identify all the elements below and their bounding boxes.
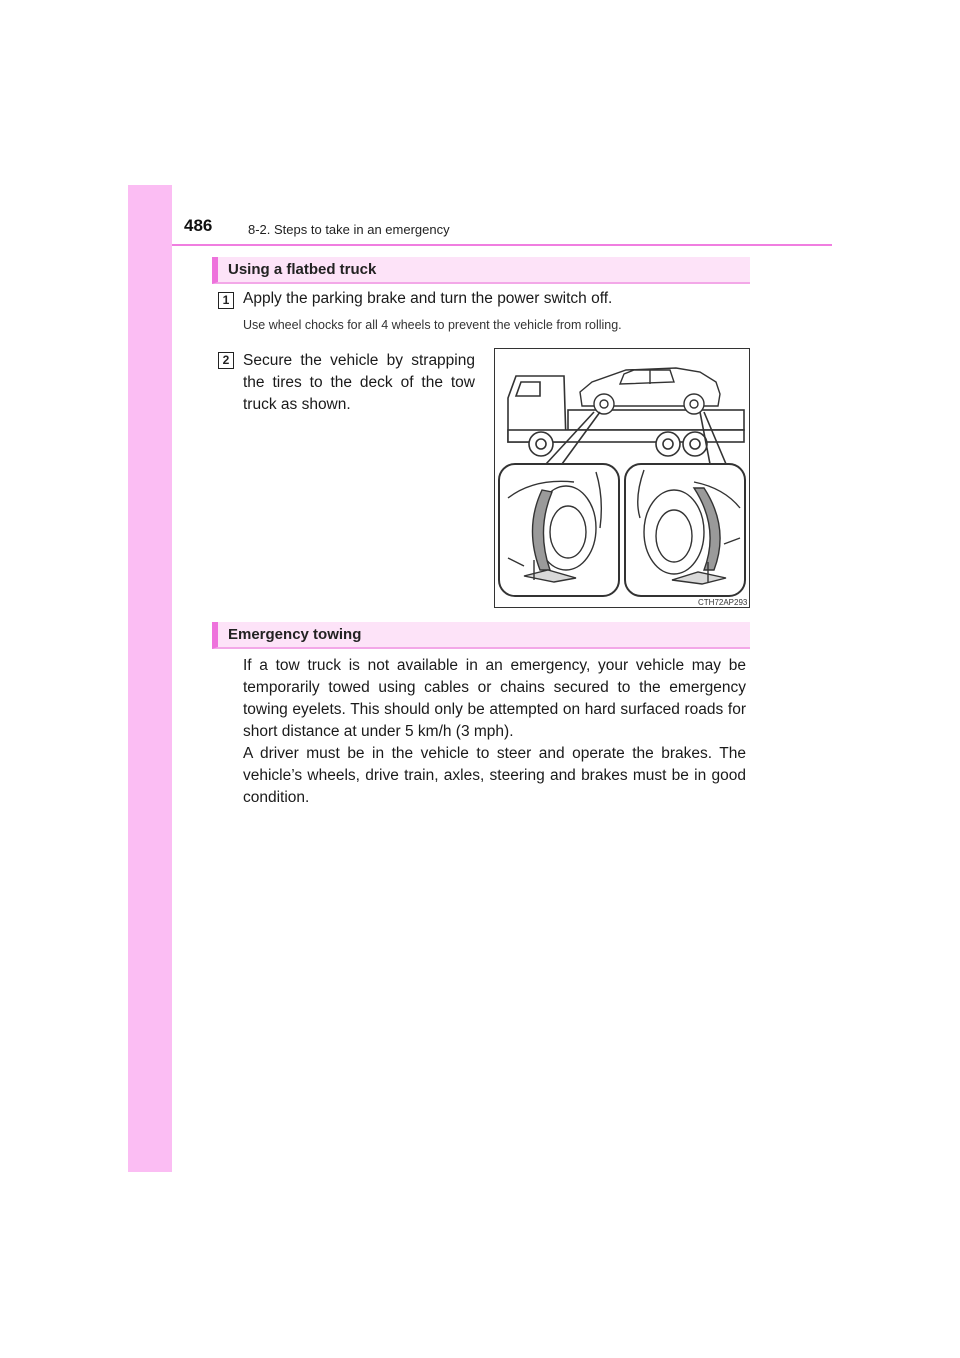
chapter-side-tab <box>128 185 172 1172</box>
header-rule <box>172 244 832 246</box>
step-2-text: Secure the vehicle by strapping the tires to the deck of the tow truck as shown. <box>243 352 475 413</box>
figure-code: CTH72AP293 <box>698 598 748 607</box>
section-heading-emergency-towing <box>212 622 750 649</box>
step-number-1: 1 <box>218 292 234 309</box>
page-number: 486 <box>184 216 213 235</box>
wheel-strap-detail-icon <box>625 464 745 596</box>
chapter-title: 8-2. Steps to take in an emergency <box>248 222 450 237</box>
flatbed-strapping-illustration <box>494 348 750 608</box>
emergency-towing-body <box>243 655 746 809</box>
step-1-text: Apply the parking brake and turn the power switch off. <box>243 290 613 307</box>
wheel-strap-detail-icon <box>499 464 619 596</box>
paragraph: A driver must be in the vehicle to steer and operate the brakes. The vehicle’s wheels, drive train, axles, steering and brakes must be in good condition. <box>243 745 746 806</box>
paragraph: If a tow truck is not available in an emergency, your vehicle may be temporarily towed using cables or chains secured to the emergency towing eyelets. This should only be attempted on hard surfaced roads for short distance at under 5 km/h (3 mph). <box>243 657 746 740</box>
step-number-2: 2 <box>218 352 234 369</box>
section-heading-text: Emergency towing <box>228 626 362 643</box>
section-heading-flatbed <box>212 257 750 284</box>
step-1-note: Use wheel chocks for all 4 wheels to prevent the vehicle from rolling. <box>243 318 622 332</box>
section-heading-text: Using a flatbed truck <box>228 261 377 278</box>
